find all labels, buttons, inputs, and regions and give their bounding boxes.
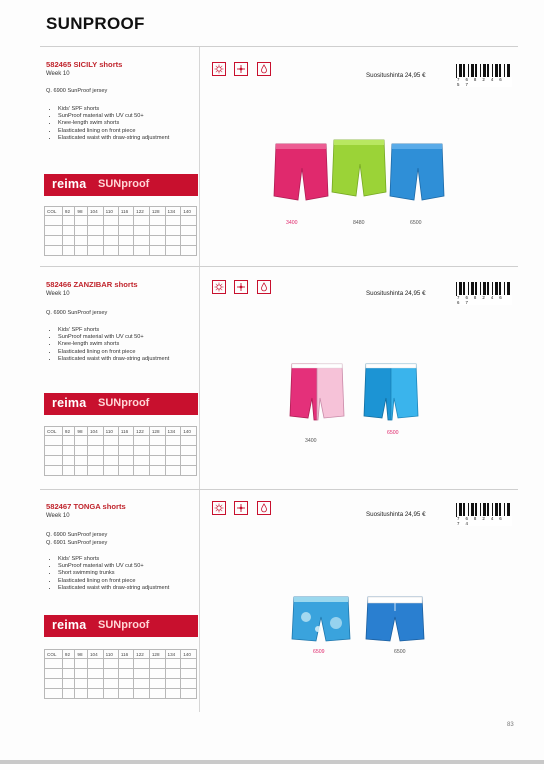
shorts-6500 [390,144,444,200]
barcode-digits: 7 6 8 2 4 6 5 7 [457,77,512,87]
size-header-cell: 134 [165,207,181,216]
page-bottom-edge [0,760,544,764]
feature-item: • Knee-length swim shorts [58,341,198,348]
size-header-cell: 98 [75,650,88,659]
size-table [44,649,197,699]
size-header-cell: 128 [149,427,165,436]
color-code: 6500 [394,649,406,655]
color-code: 6500 [410,220,422,226]
barcode-bar [463,64,465,78]
reima-sunproof-banner [44,393,198,415]
color-code: 3400 [305,438,317,444]
barcode-bar [463,282,465,296]
barcode-bar [468,503,469,517]
size-table [44,426,197,476]
shorts-3400 [290,364,317,420]
size-header-cell: 98 [75,207,88,216]
size-row [45,236,197,246]
size-row [45,669,197,679]
barcode-bar [475,282,477,296]
size-table [44,206,197,256]
feature-item: • Knee-length swim shorts [58,120,198,127]
barcode-bar [456,64,457,78]
product-code: 582466 ZANZIBAR shorts [46,280,138,289]
size-header-cell: 104 [87,427,103,436]
size-header-cell: 104 [87,207,103,216]
barcode-bar [456,503,457,517]
size-row [45,466,197,476]
color-code: 6509 [313,649,325,655]
product-image-zanzibar [280,352,430,424]
product-section-zanzibar [0,266,544,486]
size-header-cell: 140 [181,427,197,436]
feature-list [48,106,198,142]
barcode-bar [471,64,474,78]
shorts-6509 [292,597,350,641]
barcode-bar [499,282,501,296]
product-week: Week 10 [46,71,70,77]
barcode [455,64,512,87]
barcode-bar [475,64,477,78]
size-row [45,246,197,256]
banner-brand: reima [52,177,87,191]
barcode-bar [480,282,481,296]
barcode [455,282,512,305]
size-header-row [45,427,197,436]
barcode [455,503,512,526]
size-row [45,216,197,226]
shorts-3400 [274,144,328,200]
quick-dry-icon [234,280,248,294]
barcode-bar [495,503,498,517]
feature-item: • SunProof material with UV cut 50+ [58,563,198,570]
banner-sub: SUNproof [98,619,150,631]
feature-item: • Elasticated waist with draw-string adjustment [58,356,198,363]
barcode-bar [492,64,493,78]
product-code: 582465 SICILY shorts [46,60,123,69]
size-row [45,226,197,236]
banner-brand: reima [52,396,87,410]
size-row [45,689,197,699]
barcode-bar [507,64,510,78]
size-header-cell: 140 [181,207,197,216]
sun-protection-icon [212,62,226,76]
product-quality [46,309,107,317]
barcode-bars [455,64,512,78]
shorts-6500 [364,364,391,420]
product-section-tonga [0,489,544,709]
product-week: Week 10 [46,513,70,519]
size-header-cell: 140 [181,650,197,659]
barcode-bar [468,282,469,296]
reima-sunproof-banner [44,174,198,196]
barcode-bar [495,64,498,78]
size-header-cell: 110 [103,650,118,659]
barcode-bar [507,282,510,296]
quality-line: Q. 6901 SunProof jersey [46,540,108,546]
banner-brand: reima [52,618,87,632]
size-header-cell: 134 [165,427,181,436]
barcode-bar [456,282,457,296]
barcode-bar [483,282,486,296]
size-header-cell: 116 [118,427,133,436]
barcode-bar [492,503,493,517]
barcode-digits: 7 6 8 2 4 6 6 7 [457,295,512,305]
product-week: Week 10 [46,291,70,297]
size-header-cell: 128 [149,207,165,216]
feature-item: • Short swimming trunks [58,570,198,577]
color-code: 8480 [353,220,365,226]
feature-list [48,327,198,363]
quick-dry-icon [234,62,248,76]
barcode-bar [504,64,505,78]
feature-item: • Elasticated lining on front piece [58,128,198,135]
barcode-bar [495,282,498,296]
size-row [45,456,197,466]
size-header-cell: 92 [62,427,75,436]
feature-item: • Kids' SPF shorts [58,106,198,113]
size-header-cell: 122 [134,650,150,659]
price-label: Suositushinta 24,95 € [366,290,426,297]
size-header-cell: 92 [62,650,75,659]
feature-item: • SunProof material with UV cut 50+ [58,334,198,341]
feature-item: • Elasticated lining on front piece [58,349,198,356]
color-code: 3400 [286,220,298,226]
barcode-bar [483,64,486,78]
size-header-cell: 116 [118,650,133,659]
size-header-cell: 116 [118,207,133,216]
water-drop-icon [257,62,271,76]
quality-line: Q. 6900 SunProof jersey [46,532,108,538]
size-header-cell: 110 [103,427,118,436]
size-header-row [45,650,197,659]
page-number: 83 [507,722,514,728]
size-row [45,446,197,456]
size-row [45,679,197,689]
sun-protection-icon [212,501,226,515]
size-header-cell: 110 [103,207,118,216]
banner-sub: SUNproof [98,178,150,190]
barcode-bar [468,64,469,78]
barcode-bar [471,503,474,517]
barcode-bar [475,503,477,517]
price-label: Suositushinta 24,95 € [366,72,426,79]
size-header-cell: COL [45,207,63,216]
barcode-bars [455,282,512,296]
quick-dry-icon [234,501,248,515]
size-header-cell: 92 [62,207,75,216]
feature-item: • SunProof material with UV cut 50+ [58,113,198,120]
care-icons [212,280,275,298]
product-quality [46,87,107,95]
feature-item: • Kids' SPF shorts [58,327,198,334]
care-icons [212,62,275,80]
barcode-bar [487,64,489,78]
barcode-bar [492,282,493,296]
product-code: 582467 TONGA shorts [46,502,126,511]
barcode-bar [499,64,501,78]
product-image-tonga [284,589,434,645]
size-header-cell: COL [45,650,63,659]
barcode-bar [459,503,462,517]
size-row [45,659,197,669]
size-header-cell: 104 [87,650,103,659]
barcode-digits: 7 6 8 2 4 6 7 4 [457,516,512,526]
feature-item: • Kids' SPF shorts [58,556,198,563]
barcode-bar [507,503,510,517]
quality-line: Q. 6900 SunProof jersey [46,310,108,316]
water-drop-icon [257,280,271,294]
price-label: Suositushinta 24,95 € [366,511,426,518]
size-header-cell: COL [45,427,63,436]
size-header-cell: 134 [165,650,181,659]
water-drop-icon [257,501,271,515]
size-header-cell: 122 [134,427,150,436]
feature-item: • Elasticated waist with draw-string adjustment [58,135,198,142]
barcode-bar [480,503,481,517]
barcode-bar [483,503,486,517]
size-header-cell: 98 [75,427,88,436]
reima-sunproof-banner [44,615,198,637]
size-header-cell: 122 [134,207,150,216]
product-section-sicily [0,46,544,266]
color-code: 6500 [387,430,399,436]
sun-protection-icon [212,280,226,294]
size-row [45,436,197,446]
barcode-bar [499,503,501,517]
size-header-cell: 128 [149,650,165,659]
feature-item: • Elasticated waist with draw-string adjustment [58,585,198,592]
product-image-sicily [264,130,454,202]
care-icons [212,501,275,519]
barcode-bar [459,282,462,296]
barcode-bar [487,503,489,517]
banner-sub: SUNproof [98,397,150,409]
quality-line: Q. 6900 SunProof jersey [46,88,108,94]
feature-list [48,556,198,592]
barcode-bar [459,64,462,78]
barcode-bar [504,503,505,517]
barcode-bars [455,503,512,517]
barcode-bar [487,282,489,296]
barcode-bar [471,282,474,296]
barcode-bar [504,282,505,296]
size-header-row [45,207,197,216]
product-quality [46,531,107,547]
barcode-bar [463,503,465,517]
page-title: SUNPROOF [46,14,145,33]
feature-item: • Elasticated lining on front piece [58,578,198,585]
shorts-8480 [332,140,386,196]
barcode-bar [480,64,481,78]
